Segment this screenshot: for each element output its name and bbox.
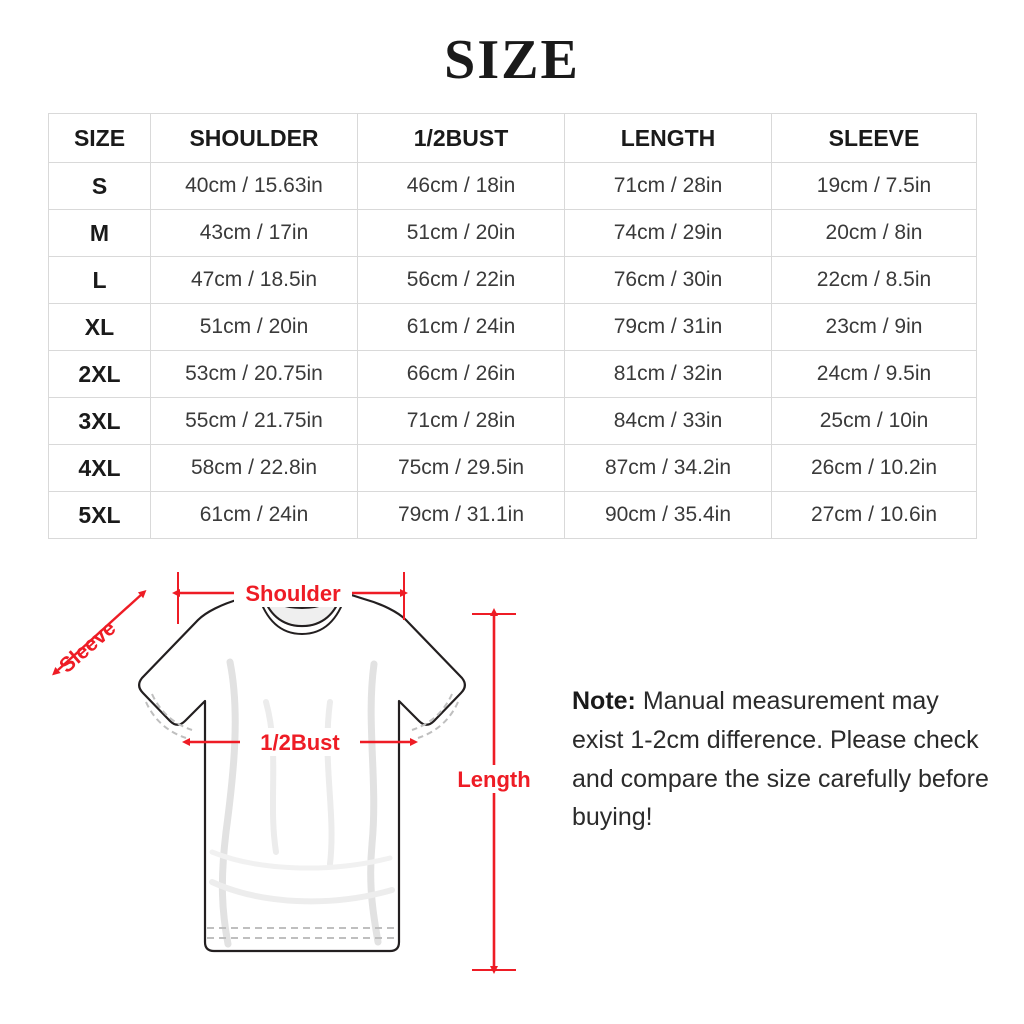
tshirt-illustration [139, 592, 465, 951]
column-header-size: SIZE [49, 114, 151, 163]
cell-sleeve: 22cm / 8.5in [772, 257, 977, 304]
cell-shoulder: 58cm / 22.8in [151, 445, 358, 492]
cell-bust: 46cm / 18in [358, 163, 565, 210]
cell-shoulder: 55cm / 21.75in [151, 398, 358, 445]
cell-shoulder: 40cm / 15.63in [151, 163, 358, 210]
cell-bust: 79cm / 31.1in [358, 492, 565, 539]
cell-bust: 75cm / 29.5in [358, 445, 565, 492]
cell-size: M [49, 210, 151, 257]
cell-size: 4XL [49, 445, 151, 492]
column-header-sleeve: SLEEVE [772, 114, 977, 163]
note-label: Note: [572, 687, 636, 715]
cell-length: 74cm / 29in [565, 210, 772, 257]
column-header-shoulder: SHOULDER [151, 114, 358, 163]
cell-shoulder: 51cm / 20in [151, 304, 358, 351]
table-row [49, 257, 977, 304]
page-title: SIZE [444, 29, 580, 91]
note-text: Manual measurement may exist 1-2cm difference. Please check and compare the size carefully before buying! [572, 687, 989, 832]
cell-bust: 61cm / 24in [358, 304, 565, 351]
cell-shoulder: 61cm / 24in [151, 492, 358, 539]
cell-sleeve: 27cm / 10.6in [772, 492, 977, 539]
column-header-bust: 1/2BUST [358, 114, 565, 163]
length-measure-line [457, 614, 530, 970]
cell-bust: 51cm / 20in [358, 210, 565, 257]
size-chart-table [48, 113, 977, 539]
cell-sleeve: 23cm / 9in [772, 304, 977, 351]
cell-bust: 66cm / 26in [358, 351, 565, 398]
cell-length: 90cm / 35.4in [565, 492, 772, 539]
cell-size: S [49, 163, 151, 210]
cell-shoulder: 43cm / 17in [151, 210, 358, 257]
table-header-row [49, 114, 977, 163]
cell-size: XL [49, 304, 151, 351]
sleeve-measure-line [55, 594, 142, 678]
cell-shoulder: 47cm / 18.5in [151, 257, 358, 304]
cell-length: 87cm / 34.2in [565, 445, 772, 492]
table-row [49, 351, 977, 398]
bust-label: 1/2Bust [260, 730, 340, 755]
cell-sleeve: 20cm / 8in [772, 210, 977, 257]
cell-sleeve: 24cm / 9.5in [772, 351, 977, 398]
cell-bust: 71cm / 28in [358, 398, 565, 445]
table-row [49, 492, 977, 539]
shoulder-label: Shoulder [245, 581, 341, 606]
table-row [49, 304, 977, 351]
table-row [49, 445, 977, 492]
cell-sleeve: 19cm / 7.5in [772, 163, 977, 210]
table-row [49, 210, 977, 257]
table-row [49, 398, 977, 445]
length-label: Length [457, 767, 531, 792]
cell-size: L [49, 257, 151, 304]
cell-shoulder: 53cm / 20.75in [151, 351, 358, 398]
cell-length: 81cm / 32in [565, 351, 772, 398]
cell-length: 79cm / 31in [565, 304, 772, 351]
cell-size: 5XL [49, 492, 151, 539]
cell-size: 2XL [49, 351, 151, 398]
cell-length: 71cm / 28in [565, 163, 772, 210]
cell-bust: 56cm / 22in [358, 257, 565, 304]
cell-sleeve: 26cm / 10.2in [772, 445, 977, 492]
column-header-length: LENGTH [565, 114, 772, 163]
cell-length: 84cm / 33in [565, 398, 772, 445]
measurement-diagram [30, 552, 560, 1012]
cell-size: 3XL [49, 398, 151, 445]
measurement-note [572, 682, 992, 837]
table-row [49, 163, 977, 210]
cell-sleeve: 25cm / 10in [772, 398, 977, 445]
sleeve-label: Sleeve [55, 616, 121, 678]
cell-length: 76cm / 30in [565, 257, 772, 304]
